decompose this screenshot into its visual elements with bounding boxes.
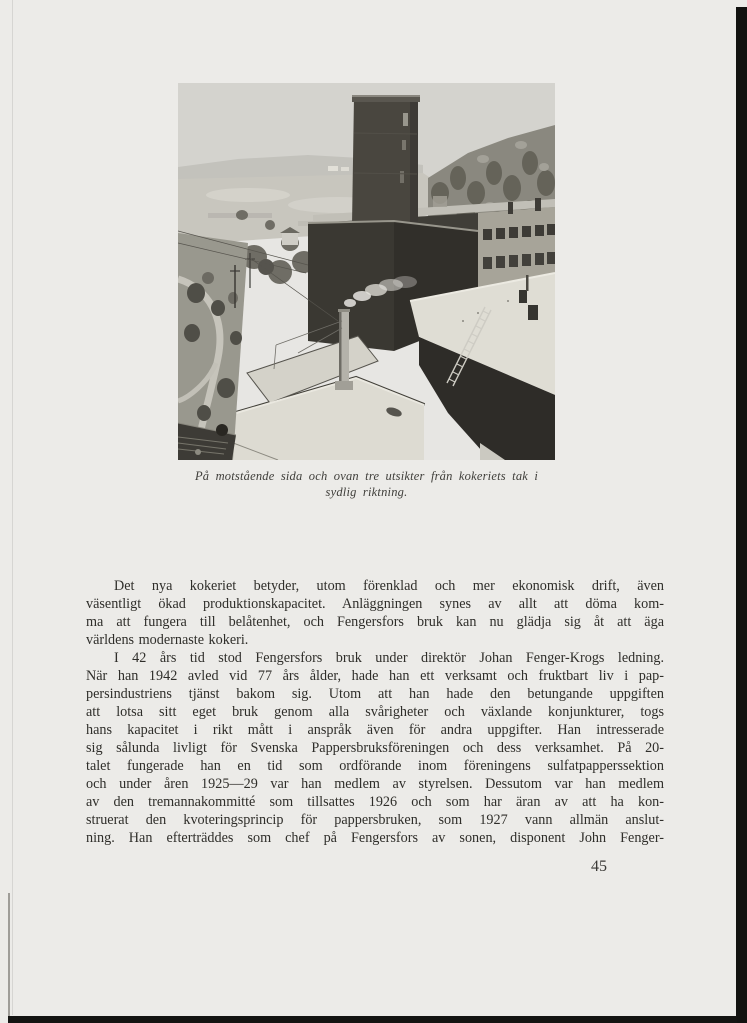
text-line: sig sålunda livligt för Svenska Pappersbruksföreningen och dess verksamhet. På 20- [86, 740, 664, 756]
paragraph [86, 577, 664, 649]
text-line: världens modernaste kokeri. [86, 632, 249, 648]
text-line: väsentligt ökad produktionskapacitet. Anläggningen synes av allt att döma kom- [86, 596, 664, 612]
article-text [86, 577, 664, 847]
text-line: ma att fungera till belåtenhet, och Fengersfors bruk kan nu glädja sig åt att äga [86, 614, 664, 630]
text-line: hans kapacitet i rikt mått i anspråk även för andra uppgifter. Han intresserade [86, 722, 664, 738]
text-line: talet fungerade han en tid som ordförande inom föreningens sulfatpapperssektion [86, 758, 664, 774]
text-line: När han 1942 avled vid 77 års ålder, hade han ett verksamt och fruktbart liv i pap- [86, 668, 664, 684]
text-line: ning. Han efterträddes som chef på Fengersfors av sonen, disponent John Fenger- [86, 830, 664, 846]
page-edge-shadow-right [736, 7, 747, 1023]
page-fold-line [12, 0, 13, 1015]
text-line: persindustriens tjänst bakom sig. Utom att han hade den betungande uppgiften [86, 686, 664, 702]
text-line: och under åren 1925—29 var han medlem av styrelsen. Dessutom var han medlem [86, 776, 664, 792]
photo-caption: På motstående sida och ovan tre utsikter från kokeriets tak i sydlig riktning. [194, 469, 539, 499]
text-line: I 42 års tid stod Fengersfors bruk under direktör Johan Fenger-Krogs ledning. [114, 650, 664, 666]
kokeri-photo-graphic [178, 83, 555, 460]
text-line: att lotsa sitt eget bruk genom alla svårigheter och växlande konjunkturer, togs [86, 704, 664, 720]
paragraph [86, 649, 664, 847]
text-line: av den tremannakommitté som tillsattes 1926 och som har äran av att ha kon- [86, 794, 664, 810]
page-edge-shadow-bottom [8, 1016, 737, 1023]
text-line: struerat den kvoteringsprincip för pappersbruken, som 1927 vann allmän anslut- [86, 812, 664, 828]
page-number: 45 [591, 858, 607, 875]
text-line: Det nya kokeriet betyder, utom förenklad och mer ekonomisk drift, även [114, 578, 664, 594]
kokeri-photo [178, 83, 555, 460]
page-fold-line-lower [8, 893, 10, 1019]
